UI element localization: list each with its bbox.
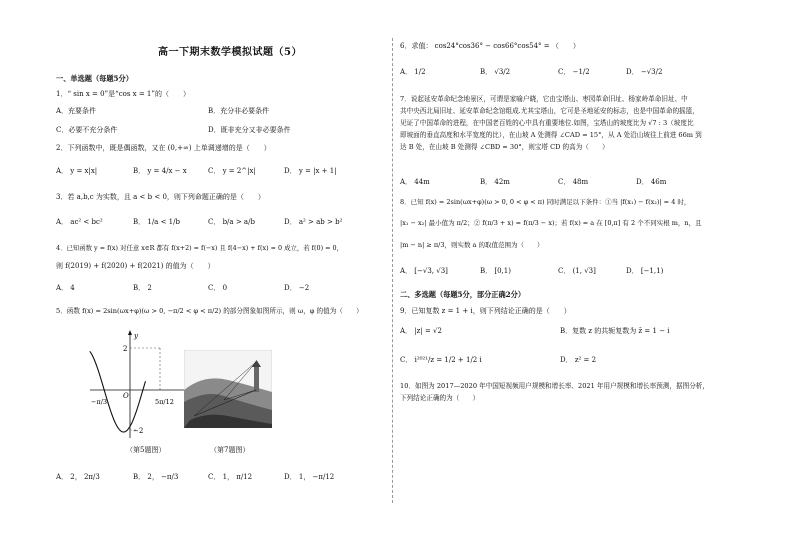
q6-stem: 6．求值： cos24°cos36° − cos66°cos54° = （ ） [400, 42, 580, 50]
sine-curve [90, 351, 146, 432]
q1-option-a: A．充要条件 [56, 107, 97, 115]
y-axis-arrow [128, 330, 132, 335]
q8-option-b: B． [0,1) [480, 267, 511, 275]
page-title: 高一下期末数学模拟试题（5） [158, 47, 302, 58]
q1-option-d: D．既非充分又非必要条件 [208, 126, 291, 134]
q3-option-b: B． 1/a < 1/b [133, 218, 180, 226]
q9-option-a: A． |z| = √2 [400, 327, 442, 335]
q5-option-a: A． 2， 2π/3 [56, 473, 100, 481]
q7-line-5: 达 B 处，在山坡 B 处测得 ∠CBD = 30°，则宝塔 CD 的高为（ ） [400, 143, 609, 151]
q4-option-c: C． 0 [208, 284, 228, 292]
q3-stem: 3．若 a,b,c 为实数，且 a < b < 0，则下列命题正确的是（ ） [56, 193, 265, 201]
q2-option-c: C． y = 2^|x| [208, 167, 256, 175]
q8-option-a: A． [−√3, √3] [400, 267, 448, 275]
x-right-label: 5π/12 [155, 398, 174, 406]
q8-line-2: |x₁ − x₂| 最小值为 π/2；② f(π/3 + x) = f(π/3 − x)；若 f(x) = a 在 [0,π] 有 2 个不同实根 m，n，且 [400, 219, 702, 227]
q7-line-4: 即坡面的垂直高度和水平宽度的比），在山坡 A 处测得 ∠CAD = 15°，从 A 处沿山坡往上前进 66m 到 [400, 131, 702, 139]
y-max-label: 2 [123, 345, 128, 353]
q4-stem-line1: 4．已知函数 y = f(x) 对任意 x∈R 都有 f(x+2) = f(−x) 且 f(4−x) + f(x) = 0 成立，若 f(0) = 0， [56, 244, 343, 252]
x-left-label: −π/3 [91, 398, 108, 406]
q3-option-c: C． b/a > a/b [208, 218, 255, 226]
section-single-choice: 一、单选题（每题5分） [56, 74, 133, 83]
q8-option-c: C． (1, √3] [558, 267, 596, 275]
q4-option-d: D． −2 [284, 284, 310, 292]
q1-stem: 1．“ sin x = 0”是“cos x = 1”的（ ） [56, 90, 190, 98]
q2-option-b: B． y = 4/x − x [133, 167, 187, 175]
y-min-label: −2 [133, 427, 144, 435]
q5-option-c: C． 1， π/12 [208, 473, 253, 481]
q7-line-2: 共中央西北局旧址、延安革命纪念馆组成.尤其宝塔山，它可是圣地延安的标志，也是中国革命的摇篮， [400, 107, 699, 115]
q6-option-a: A． 1/2 [400, 68, 426, 76]
q9-stem: 9．已知复数 z = 1 + i，则下列结论正确的是（ ） [400, 307, 571, 315]
q1-option-c: C．必要不充分条件 [56, 126, 118, 134]
q9-option-c: C． i²⁰²¹/z = 1/2 + 1/2 i [400, 356, 482, 364]
q7-line-1: 7．说起延安革命纪念地景区，可谓是家喻户晓，它由宝塔山、枣园革命旧址、杨家岭革命旧址、中 [400, 95, 688, 103]
pagoda [254, 366, 259, 392]
q2-option-a: A． y = x|x| [56, 167, 98, 175]
q7-line-3: 见证了中国革命的进程，在中国老百姓的心中具有重要地位.如图，宝塔山的坡度比为 √7 : 3（坡度比 [400, 119, 694, 127]
q1-option-b: B．充分非必要条件 [208, 107, 270, 115]
column-divider [392, 38, 393, 503]
q5-option-d: D． 1， −π/12 [284, 473, 335, 481]
q2-stem: 2．下列函数中，既是偶函数，又在 (0,+∞) 上单调递增的是（ ） [56, 144, 271, 152]
y-axis-label: y [134, 332, 138, 340]
q7-option-c: C． 48m [558, 178, 589, 186]
q2-option-d: D． y = |x + 1| [284, 167, 337, 175]
q6-option-b: B． √3/2 [480, 68, 511, 76]
q8-option-d: D． [−1,1) [626, 267, 664, 275]
q4-option-b: B． 2 [133, 284, 152, 292]
q9-option-d: D． z² = 2 [560, 356, 597, 364]
q5-option-b: B． 2， −π/3 [133, 473, 179, 481]
q7-option-b: B． 42m [480, 178, 510, 186]
q4-option-a: A． 4 [56, 284, 75, 292]
q10-line-1: 10．如图为 2017—2020 年中国短视频用户规模和增长率、2021 年用户规模和增长率预测，据图分析， [400, 382, 709, 390]
q5-sine-graph [88, 328, 198, 440]
q7-photo-caption: （第7题图） [210, 446, 250, 454]
q8-line-1: 8．已知 f(x) = 2sin(ωx+φ)(ω > 0, 0 < φ < π) 同时满足以下条件：①当 |f(x₁) − f(x₂)| = 4 时， [400, 198, 691, 206]
q5-graph-caption: （第5题图） [126, 446, 166, 454]
q5-stem: 5．函数 f(x) = 2sin(ωx+φ)(ω > 0, −π/2 < φ < π/2) 的部分图象如图所示，则 ω，φ 的值为（ ） [56, 307, 363, 315]
q7-option-d: D． 46m [636, 178, 667, 186]
q6-option-d: D． −√3/2 [626, 68, 663, 76]
q4-stem-line2: 则 f(2019) + f(2020) + f(2021) 的值为（ ） [56, 262, 215, 270]
q3-option-a: A． ac² < bc² [56, 218, 103, 226]
q10-line-2: 下列结论正确的为（ ） [400, 394, 480, 402]
q9-option-b: B．复数 z 的共轭复数为 z̄ = 1 − i [560, 327, 670, 335]
q3-option-d: D． a² > ab > b² [284, 218, 343, 226]
pagoda-photo [184, 350, 272, 428]
q6-option-c: C． −1/2 [558, 68, 590, 76]
section-multi-choice: 二、多选题（每题5分，部分正确2分） [400, 290, 526, 299]
q8-line-3: |m − n| ≥ π/3，则实数 a 的取值范围为（ ） [400, 241, 544, 249]
origin-label: O [123, 392, 129, 400]
q7-option-a: A． 44m [400, 178, 430, 186]
